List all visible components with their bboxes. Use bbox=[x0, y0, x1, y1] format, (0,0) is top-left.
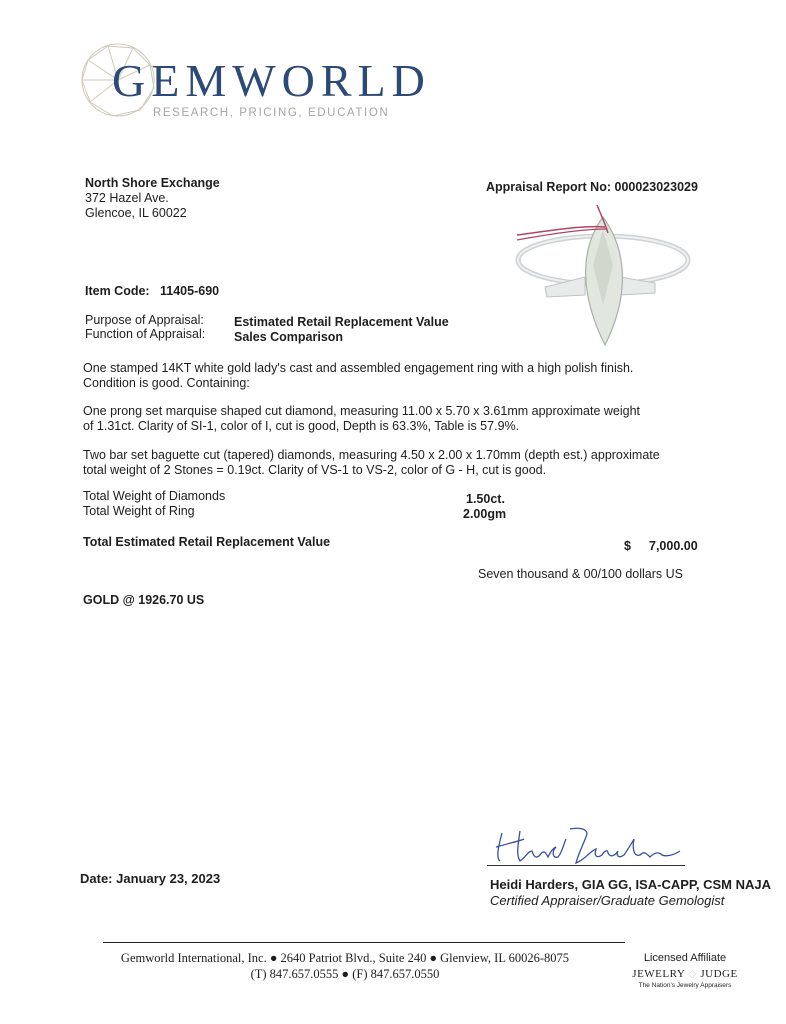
affiliate-label: Licensed Affiliate bbox=[643, 952, 727, 964]
description-paragraph-3 bbox=[83, 448, 703, 478]
description-line: Two bar set baguette cut (tapered) diamonds, measuring 4.50 x 2.00 x 1.70mm (depth est.) approximate bbox=[83, 448, 660, 462]
footer-address: Gemworld International, Inc. ● 2640 Patriot Blvd., Suite 240 ● Glenview, IL 60026-8075 bbox=[120, 951, 570, 965]
description-line: One prong set marquise shaped cut diamond, measuring 11.00 x 5.70 x 3.61mm approximate weight bbox=[83, 404, 641, 418]
purpose-label: Purpose of Appraisal: bbox=[85, 313, 204, 327]
report-number bbox=[486, 180, 698, 195]
handwritten-signature bbox=[490, 823, 690, 868]
affiliate-tagline: The Nation's Jewelry Appraisers bbox=[638, 982, 732, 989]
ring-photo bbox=[505, 205, 695, 355]
affiliate-brand bbox=[630, 967, 740, 980]
appraiser-name: Heidi Harders, GIA GG, ISA-CAPP, CSM NAJA bbox=[490, 877, 772, 892]
total-value-words: Seven thousand & 00/100 dollars US bbox=[478, 567, 683, 581]
item-code-label: Item Code: bbox=[85, 284, 150, 298]
function-value: Sales Comparison bbox=[234, 330, 344, 344]
description-line: Condition is good. Containing: bbox=[83, 376, 250, 390]
brand-wordmark: GEMWORLD bbox=[112, 55, 431, 106]
appraisal-date: Date: January 23, 2023 bbox=[80, 871, 221, 886]
currency-symbol: $ bbox=[624, 539, 631, 553]
description-paragraph-1 bbox=[83, 361, 703, 391]
signature-line bbox=[487, 865, 685, 866]
report-number-value: 000023023029 bbox=[614, 180, 698, 194]
affiliate-brand-left: JEWELRY bbox=[632, 968, 685, 980]
total-diamonds-value: 1.50ct. bbox=[466, 492, 505, 506]
total-value-label: Total Estimated Retail Replacement Value bbox=[83, 535, 331, 549]
function-label: Function of Appraisal: bbox=[85, 327, 206, 341]
description-line: of 1.31ct. Clarity of SI-1, color of I, cut is good, Depth is 63.3%, Table is 57.9%. bbox=[83, 419, 520, 433]
total-ring-value: 2.00gm bbox=[463, 507, 507, 521]
item-code-value: 11405-690 bbox=[160, 284, 220, 298]
description-line: One stamped 14KT white gold lady's cast and assembled engagement ring with a high polish finish. bbox=[83, 361, 634, 375]
footer-divider bbox=[103, 942, 625, 943]
affiliate-brand-right: JUDGE bbox=[700, 968, 738, 980]
client-name: North Shore Exchange bbox=[85, 176, 220, 190]
description-paragraph-2 bbox=[83, 404, 703, 434]
description-line: total weight of 2 Stones = 0.19ct. Clarity of VS-1 to VS-2, color of G - H, cut is good. bbox=[83, 463, 547, 477]
gold-price: GOLD @ 1926.70 US bbox=[83, 593, 205, 607]
total-diamonds-label: Total Weight of Diamonds bbox=[83, 489, 226, 503]
footer-phone: (T) 847.657.0555 ● (F) 847.657.0550 bbox=[250, 967, 440, 981]
report-number-label: Appraisal Report No: bbox=[486, 180, 612, 194]
item-code bbox=[85, 284, 219, 299]
brand-tagline: RESEARCH, PRICING, EDUCATION bbox=[153, 107, 390, 119]
purpose-value: Estimated Retail Replacement Value bbox=[234, 315, 449, 329]
total-ring-label: Total Weight of Ring bbox=[83, 504, 195, 518]
client-address-line1: 372 Hazel Ave. bbox=[85, 191, 169, 205]
client-address-line2: Glencoe, IL 60022 bbox=[85, 206, 187, 220]
total-value-amount: 7,000.00 bbox=[649, 539, 698, 553]
diamond-icon: ◇ bbox=[688, 968, 698, 980]
appraiser-title: Certified Appraiser/Graduate Gemologist bbox=[490, 893, 725, 908]
